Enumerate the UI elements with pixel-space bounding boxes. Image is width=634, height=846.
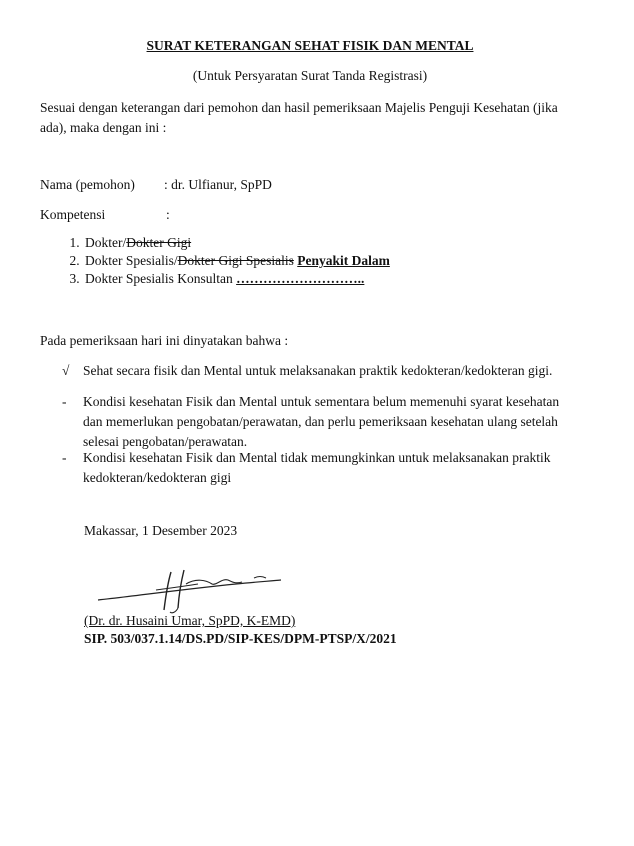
intro-paragraph: Sesuai dengan keterangan dari pemohon dan hasil pemeriksaan Majelis Penguji Kesehatan (jika ada), maka dengan ini : xyxy=(40,100,558,135)
kompetensi-label: Kompetensi xyxy=(40,207,106,222)
kompetensi-item-3 xyxy=(83,270,390,288)
dash-mark: - xyxy=(62,450,67,465)
document-title: SURAT KETERANGAN SEHAT FISIK DAN MENTAL xyxy=(146,38,474,53)
kompetensi-item-1 xyxy=(83,234,390,252)
option-healthy-text: Sehat secara fisik dan Mental untuk melaksanakan praktik kedokteran/kedokteran gigi. xyxy=(83,363,553,378)
kompetensi-item-2 xyxy=(83,252,390,270)
kompetensi-item-2-specialty: Penyakit Dalam xyxy=(297,253,390,268)
option-unfit-text: Kondisi kesehatan Fisik dan Mental tidak memungkinkan untuk melaksanakan praktik kedokteran/kedokteran gigi xyxy=(83,450,551,485)
document-subtitle: (Untuk Persyaratan Surat Tanda Registrasi) xyxy=(192,68,428,83)
check-mark-icon: √ xyxy=(62,363,70,378)
signer-name: (Dr. dr. Husaini Umar, SpPD, K-EMD) xyxy=(84,613,296,628)
sip-number: SIP. 503/037.1.14/DS.PD/SIP-KES/DPM-PTSP/X/2021 xyxy=(84,631,397,646)
kompetensi-item-1-text: Dokter/ xyxy=(85,235,127,250)
statement-text: Pada pemeriksaan hari ini dinyatakan bahwa : xyxy=(40,333,289,348)
nama-value: : dr. Ulfianur, SpPD xyxy=(164,177,272,192)
option-temporary-text: Kondisi kesehatan Fisik dan Mental untuk sementara belum memenuhi syarat kesehatan dan memerlukan pengobatan/perawatan, dan perlu pemeriksaan kesehatan ulang setelah selesai pengobatan/perawatan. xyxy=(83,394,560,449)
kompetensi-item-3-dots: ……………………….. xyxy=(236,271,365,286)
kompetensi-item-2-struck: Dokter Gigi Spesialis xyxy=(177,253,294,268)
kompetensi-item-2-text: Dokter Spesialis/ xyxy=(85,253,178,268)
kompetensi-item-1-struck: Dokter Gigi xyxy=(126,235,192,250)
dash-mark: - xyxy=(62,394,67,409)
handwritten-signature xyxy=(86,560,286,618)
kompetensi-list xyxy=(40,234,390,288)
place-date: Makassar, 1 Desember 2023 xyxy=(84,523,238,538)
kompetensi-item-3-text: Dokter Spesialis Konsultan xyxy=(85,271,237,286)
nama-label: Nama (pemohon) xyxy=(40,177,135,192)
kompetensi-colon: : xyxy=(166,207,170,222)
